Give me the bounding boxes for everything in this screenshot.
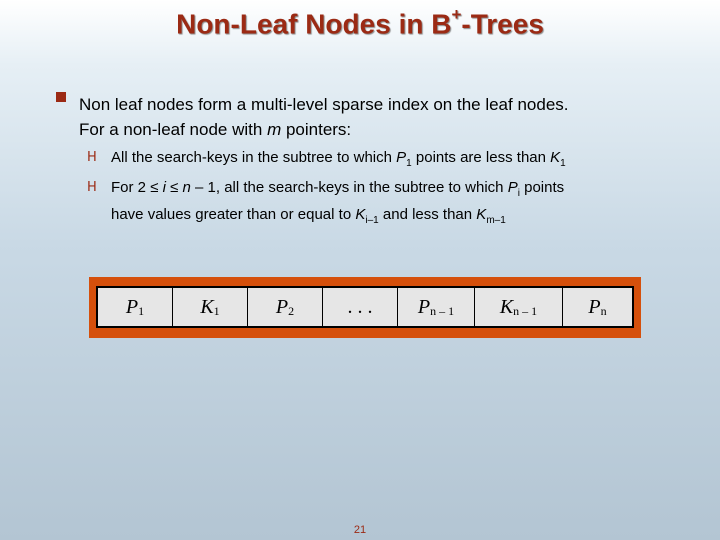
- sub1-var-k: K: [550, 149, 561, 166]
- cell-main: K: [499, 295, 514, 318]
- title-end: -Trees: [461, 8, 544, 40]
- sub2-text-b: – 1, all the search-keys in the subtree to which: [190, 179, 508, 196]
- sub2-var-i: i: [162, 179, 166, 196]
- sub1-text-b: points are less than: [411, 149, 551, 166]
- cell-main: P: [588, 295, 601, 318]
- sub2-line2-b: and less than: [378, 206, 477, 223]
- cell-main: P: [275, 295, 289, 318]
- bullet-main-line2-post: pointers:: [281, 120, 352, 139]
- node-cell: [98, 288, 173, 326]
- cell-sub: n – 1: [513, 303, 538, 318]
- cell-ellipsis: . . .: [347, 295, 373, 318]
- cell-main: K: [200, 295, 214, 318]
- slide-title: [0, 5, 720, 40]
- sub2-text-a: For 2: [111, 179, 151, 196]
- bullet-main-line2-pre: For a non-leaf node with: [79, 120, 268, 139]
- sub2-op2: ≤: [170, 179, 179, 196]
- node-cell: [323, 288, 398, 326]
- sub1-sub-p: 1: [406, 158, 412, 169]
- sub2-op1: ≤: [150, 179, 159, 196]
- sub1-var-p: P: [396, 149, 407, 166]
- bullet-main: [79, 92, 689, 142]
- sub1-sub-k: 1: [560, 158, 566, 169]
- sub2-var-p: P: [507, 179, 518, 196]
- cell-sub: 1: [213, 303, 220, 318]
- node-diagram: [96, 286, 634, 328]
- node-cell: [398, 288, 475, 326]
- sub-bullet-1: [111, 147, 701, 174]
- sub2-text-c: points: [519, 179, 565, 196]
- sub2-line2-a: have values greater than or equal to: [111, 206, 356, 223]
- sub2-sub-p: i: [517, 188, 520, 199]
- node-cell: [475, 288, 563, 326]
- page-number: 21: [353, 524, 367, 536]
- sub-bullet-2: [111, 177, 701, 231]
- h-bullet-icon: H: [87, 180, 97, 195]
- cell-main: P: [125, 295, 139, 318]
- node-cell: [248, 288, 323, 326]
- cell-sub: 1: [138, 303, 145, 318]
- cell-sub: n – 1: [430, 303, 455, 318]
- cell-sub: 2: [288, 303, 295, 318]
- sub2-var-k1: K: [355, 206, 366, 223]
- sub1-text-a: All the search-keys in the subtree to which: [111, 149, 397, 166]
- sub2-sub-k1: i–1: [365, 215, 379, 226]
- sub2-var-k2: K: [476, 206, 487, 223]
- sub2-var-n: n: [182, 179, 191, 196]
- square-bullet-icon: [56, 92, 66, 102]
- node-cell: [563, 288, 632, 326]
- title-superscript: +: [451, 5, 462, 24]
- cell-sub: n: [600, 303, 607, 318]
- sub2-sub-k2: m–1: [486, 215, 506, 226]
- cell-main: P: [417, 295, 431, 318]
- bullet-main-var-m: m: [267, 120, 282, 139]
- bullet-main-line1: Non leaf nodes form a multi-level sparse index on the leaf nodes.: [79, 95, 569, 114]
- node-cell: [173, 288, 248, 326]
- title-main: Non-Leaf Nodes in B: [176, 8, 452, 40]
- h-bullet-icon: H: [87, 150, 97, 165]
